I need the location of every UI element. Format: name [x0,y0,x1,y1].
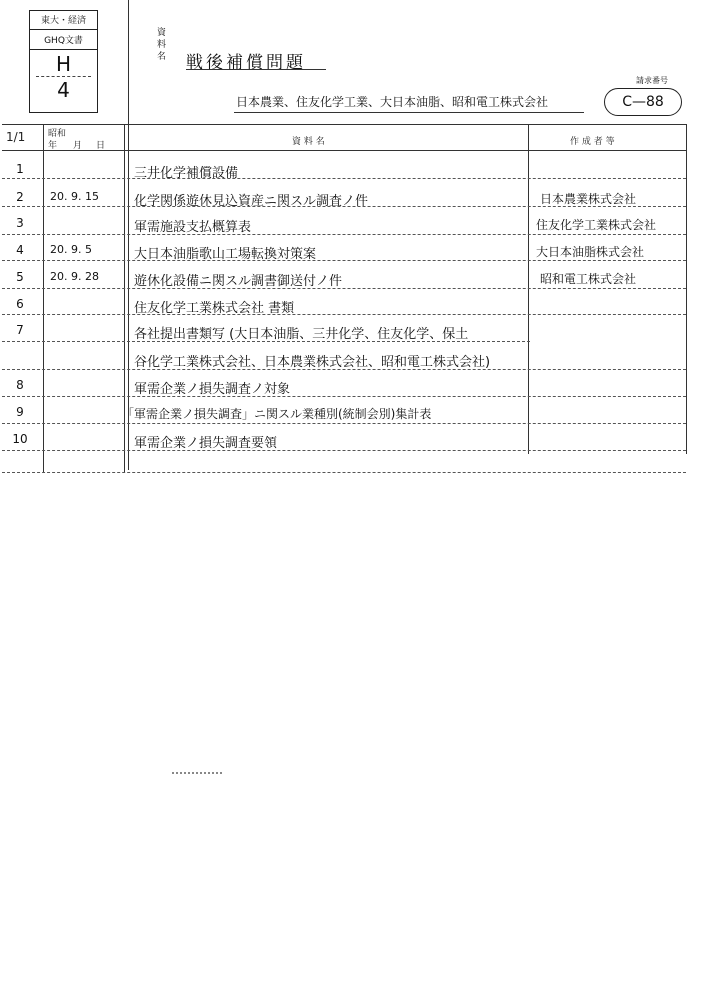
company-underline [234,112,584,113]
maker-column-rule [528,124,529,454]
row-title: 三井化学補償設備 [134,166,239,181]
header-day: 日 [96,141,106,151]
row-number: 4 [16,243,24,257]
row-number: 3 [16,216,24,230]
row-date: 20. 9. 15 [50,190,99,203]
table-top-border [2,124,686,125]
header-bottom-border [2,150,686,151]
row-date: 20. 9. 28 [50,270,99,283]
table-bottom-rule [2,472,686,473]
row-title: 各社提出書類写 (大日本油脂、三井化学、住友化学、保土 [134,327,469,342]
company-list: 日本農業、住友化学工業、大日本油脂、昭和電工株式会社 [236,95,549,109]
row-title: 軍需企業ノ損失調査要領 [134,436,278,451]
row-rule [2,288,686,289]
row-number: 2 [16,190,24,204]
classification-code: C—88 [604,88,682,116]
row-date: 20. 9. 5 [50,243,92,256]
row-title: 遊休化設備ニ関スル調書御送付ノ件 [134,274,343,289]
header-page: 1/1 [6,130,26,144]
document-title: 戦後補償問題 [186,53,306,73]
row-title: 住友化学工業株式会社 書類 [134,301,295,316]
row-rule [2,423,686,424]
scan-smudge [172,772,222,778]
header-creator: 作 成 者 等 [570,137,615,147]
header-document-name: 資 料 名 [292,137,325,147]
header-era: 昭和 [48,129,67,139]
row-rule [2,234,686,235]
row-creator: 日本農業株式会社 [540,192,637,206]
row-title: 谷化学工業株式会社、日本農業株式会社、昭和電工株式会社) [134,355,491,370]
row-creator: 昭和電工株式会社 [540,272,637,286]
row-title: 軍需施設支払概算表 [134,220,252,235]
row-title: 軍需企業ノ損失調査ノ対象 [134,382,291,397]
row-number: 6 [16,297,24,311]
row-rule [2,396,686,397]
row-title: 「軍需企業ノ損失調査」ニ関スル業種別(統制会別)集計表 [122,407,432,421]
stamp-divider [36,76,91,77]
stamp-divider [30,49,97,50]
row-creator: 住友化学工業株式会社 [536,218,657,232]
stamp-collection: GHQ文書 [44,36,83,46]
row-number: 9 [16,405,24,419]
row-title: 大日本油脂歌山工場転換対策案 [134,247,317,262]
right-table-rule [686,124,687,454]
header-month: 月 [73,141,83,151]
row-rule [2,314,686,315]
number-column-rule [43,124,44,472]
row-rule [2,206,686,207]
archive-stamp [29,10,98,113]
stamp-number: 4 [57,78,70,102]
header-year: 年 [48,141,58,151]
row-title: 化学関係遊休見込資産ニ関スル調査ノ件 [134,194,369,209]
stamp-divider [30,29,97,30]
row-number: 7 [16,323,24,337]
row-rule [2,341,530,342]
title-underline [186,69,326,70]
row-rule [2,369,686,370]
row-number: 10 [12,432,28,446]
left-margin-rule [128,0,129,470]
row-rule [2,450,686,451]
classification-label: 請求番号 [636,76,668,85]
row-creator: 大日本油脂株式会社 [536,245,645,259]
document-label: 資料名 [157,28,167,62]
row-number: 8 [16,378,24,392]
row-number: 1 [16,162,24,176]
row-number: 5 [16,270,24,284]
row-rule [2,260,686,261]
row-rule [2,178,686,179]
stamp-letter: H [55,52,72,76]
stamp-institution: 東大・経済 [40,16,86,26]
